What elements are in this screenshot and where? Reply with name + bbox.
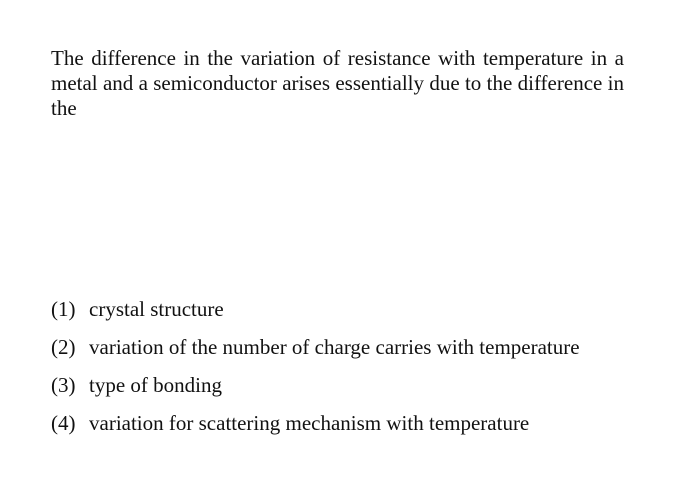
option-number: (4) <box>51 411 76 435</box>
option-1 <box>51 295 671 333</box>
option-3 <box>51 371 671 409</box>
option-label: type of bonding <box>89 373 222 397</box>
option-2 <box>51 333 671 371</box>
option-label: crystal structure <box>89 297 224 321</box>
option-label: variation for scattering mechanism with temperature <box>89 411 530 435</box>
option-number: (3) <box>51 373 76 397</box>
option-label: variation of the number of charge carries with temperature <box>89 335 580 359</box>
option-number: (1) <box>51 297 76 321</box>
question-text: The difference in the variation of resistance with temperature in a metal and a semiconductor arises essentially due to the difference in the <box>51 46 624 120</box>
options-list <box>51 295 671 447</box>
option-4 <box>51 409 671 447</box>
option-number: (2) <box>51 335 76 359</box>
